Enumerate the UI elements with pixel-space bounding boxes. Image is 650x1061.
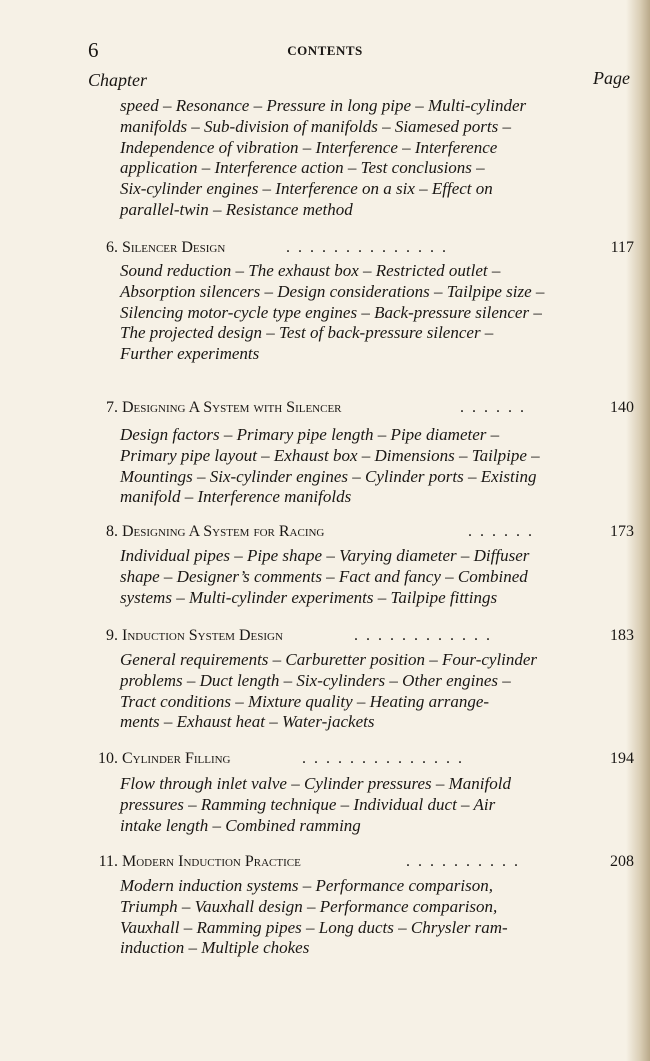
description-line: Mountings – Six-cylinder engines – Cylinder ports – Existing <box>120 466 537 486</box>
description-line: Triumph – Vauxhall design – Performance comparison, <box>120 896 498 916</box>
chapter-page-number: 173 <box>610 523 634 540</box>
dot-leader: . . . . . . . . . . . . <box>354 627 492 644</box>
chapter-11-description <box>120 876 588 959</box>
description-line: speed – Resonance – Pressure in long pipe – Multi-cylinder <box>120 96 527 115</box>
chapter-number: 8. <box>106 523 118 540</box>
description-line: Sound reduction – The exhaust box – Restricted outlet – <box>120 261 501 280</box>
description-line: Independence of vibration – Interference – Interference <box>120 137 498 157</box>
toc-entry-chapter-9 <box>96 625 634 647</box>
chapter-number: 11. <box>98 853 118 870</box>
chapter-number: 9. <box>106 627 118 644</box>
page-number: 6 <box>88 38 99 62</box>
description-line: Individual pipes – Pipe shape – Varying diameter – Diffuser <box>120 546 530 565</box>
chapter-title: Modern Induction Practice <box>122 853 301 870</box>
dot-leader: . . . . . . . . . . <box>406 853 520 870</box>
chapter-7-description <box>120 425 588 508</box>
chapter-title: Silencer Design <box>122 239 226 256</box>
toc-entry-chapter-8 <box>96 521 634 543</box>
chapter-number: 7. <box>106 399 118 416</box>
description-line: Further experiments <box>120 344 260 364</box>
description-line: Tract conditions – Mixture quality – Heating arrange- <box>120 691 490 711</box>
description-line: Modern induction systems – Performance comparison, <box>120 876 494 895</box>
description-line: intake length – Combined ramming <box>120 815 361 835</box>
description-line: Design factors – Primary pipe length – Pipe diameter – <box>120 425 500 444</box>
dot-leader: . . . . . . . . . . . . . . <box>286 239 448 256</box>
continued-description <box>120 96 588 221</box>
chapter-title: Designing A System with Silencer <box>122 399 342 416</box>
chapter-number: 6. <box>106 239 118 256</box>
running-head: CONTENTS <box>287 43 363 58</box>
chapter-page-number: 140 <box>610 399 634 416</box>
description-line: induction – Multiple chokes <box>120 938 310 958</box>
dot-leader: . . . . . . <box>460 399 526 416</box>
chapter-page-number: 183 <box>610 627 634 644</box>
description-line: ments – Exhaust heat – Water-jackets <box>120 712 375 732</box>
chapter-title: Designing A System for Racing <box>122 523 325 540</box>
chapter-8-description <box>120 546 588 608</box>
chapter-number: 10. <box>98 750 118 767</box>
chapter-page-number: 117 <box>610 239 634 256</box>
dot-leader: . . . . . . . . . . . . . . <box>302 750 464 767</box>
description-line: application – Interference action – Test conclusions – <box>120 158 485 178</box>
description-line: Absorption silencers – Design considerations – Tailpipe size – <box>120 281 545 301</box>
description-line: Silencing motor-cycle type engines – Back-pressure silencer – <box>120 302 542 322</box>
chapter-title: Cylinder Filling <box>122 750 231 767</box>
description-line: Primary pipe layout – Exhaust box – Dimensions – Tailpipe – <box>120 445 540 465</box>
description-line: parallel-twin – Resistance method <box>120 199 353 219</box>
description-line: Flow through inlet valve – Cylinder pressures – Manifold <box>120 774 511 793</box>
chapter-6-description <box>120 261 588 365</box>
chapter-title: Induction System Design <box>122 627 283 644</box>
description-line: problems – Duct length – Six-cylinders – Other engines – <box>120 670 511 690</box>
toc-entry-chapter-10 <box>96 748 634 770</box>
toc-entry-chapter-6 <box>96 237 634 259</box>
page-column-label: Page <box>593 68 630 88</box>
description-line: General requirements – Carburetter position – Four-cylinder <box>120 650 538 669</box>
chapter-page-number: 194 <box>610 750 634 767</box>
description-line: systems – Multi-cylinder experiments – Tailpipe fittings <box>120 587 498 607</box>
description-line: manifolds – Sub-division of manifolds – Siamesed ports – <box>120 116 511 136</box>
description-line: shape – Designer’s comments – Fact and fancy – Combined <box>120 566 528 586</box>
chapter-column-label: Chapter <box>88 70 148 90</box>
description-line: pressures – Ramming technique – Individual duct – Air <box>120 794 496 814</box>
dot-leader: . . . . . . <box>468 523 534 540</box>
chapter-10-description <box>120 774 588 836</box>
toc-entry-chapter-7 <box>96 397 634 419</box>
description-line: manifold – Interference manifolds <box>120 487 352 507</box>
description-line: Six-cylinder engines – Interference on a six – Effect on <box>120 179 493 199</box>
toc-entry-chapter-11 <box>96 851 634 873</box>
chapter-page-number: 208 <box>610 853 634 870</box>
chapter-9-description <box>120 650 588 733</box>
description-line: Vauxhall – Ramming pipes – Long ducts – Chrysler ram- <box>120 917 508 937</box>
description-line: The projected design – Test of back-pressure silencer – <box>120 323 494 343</box>
